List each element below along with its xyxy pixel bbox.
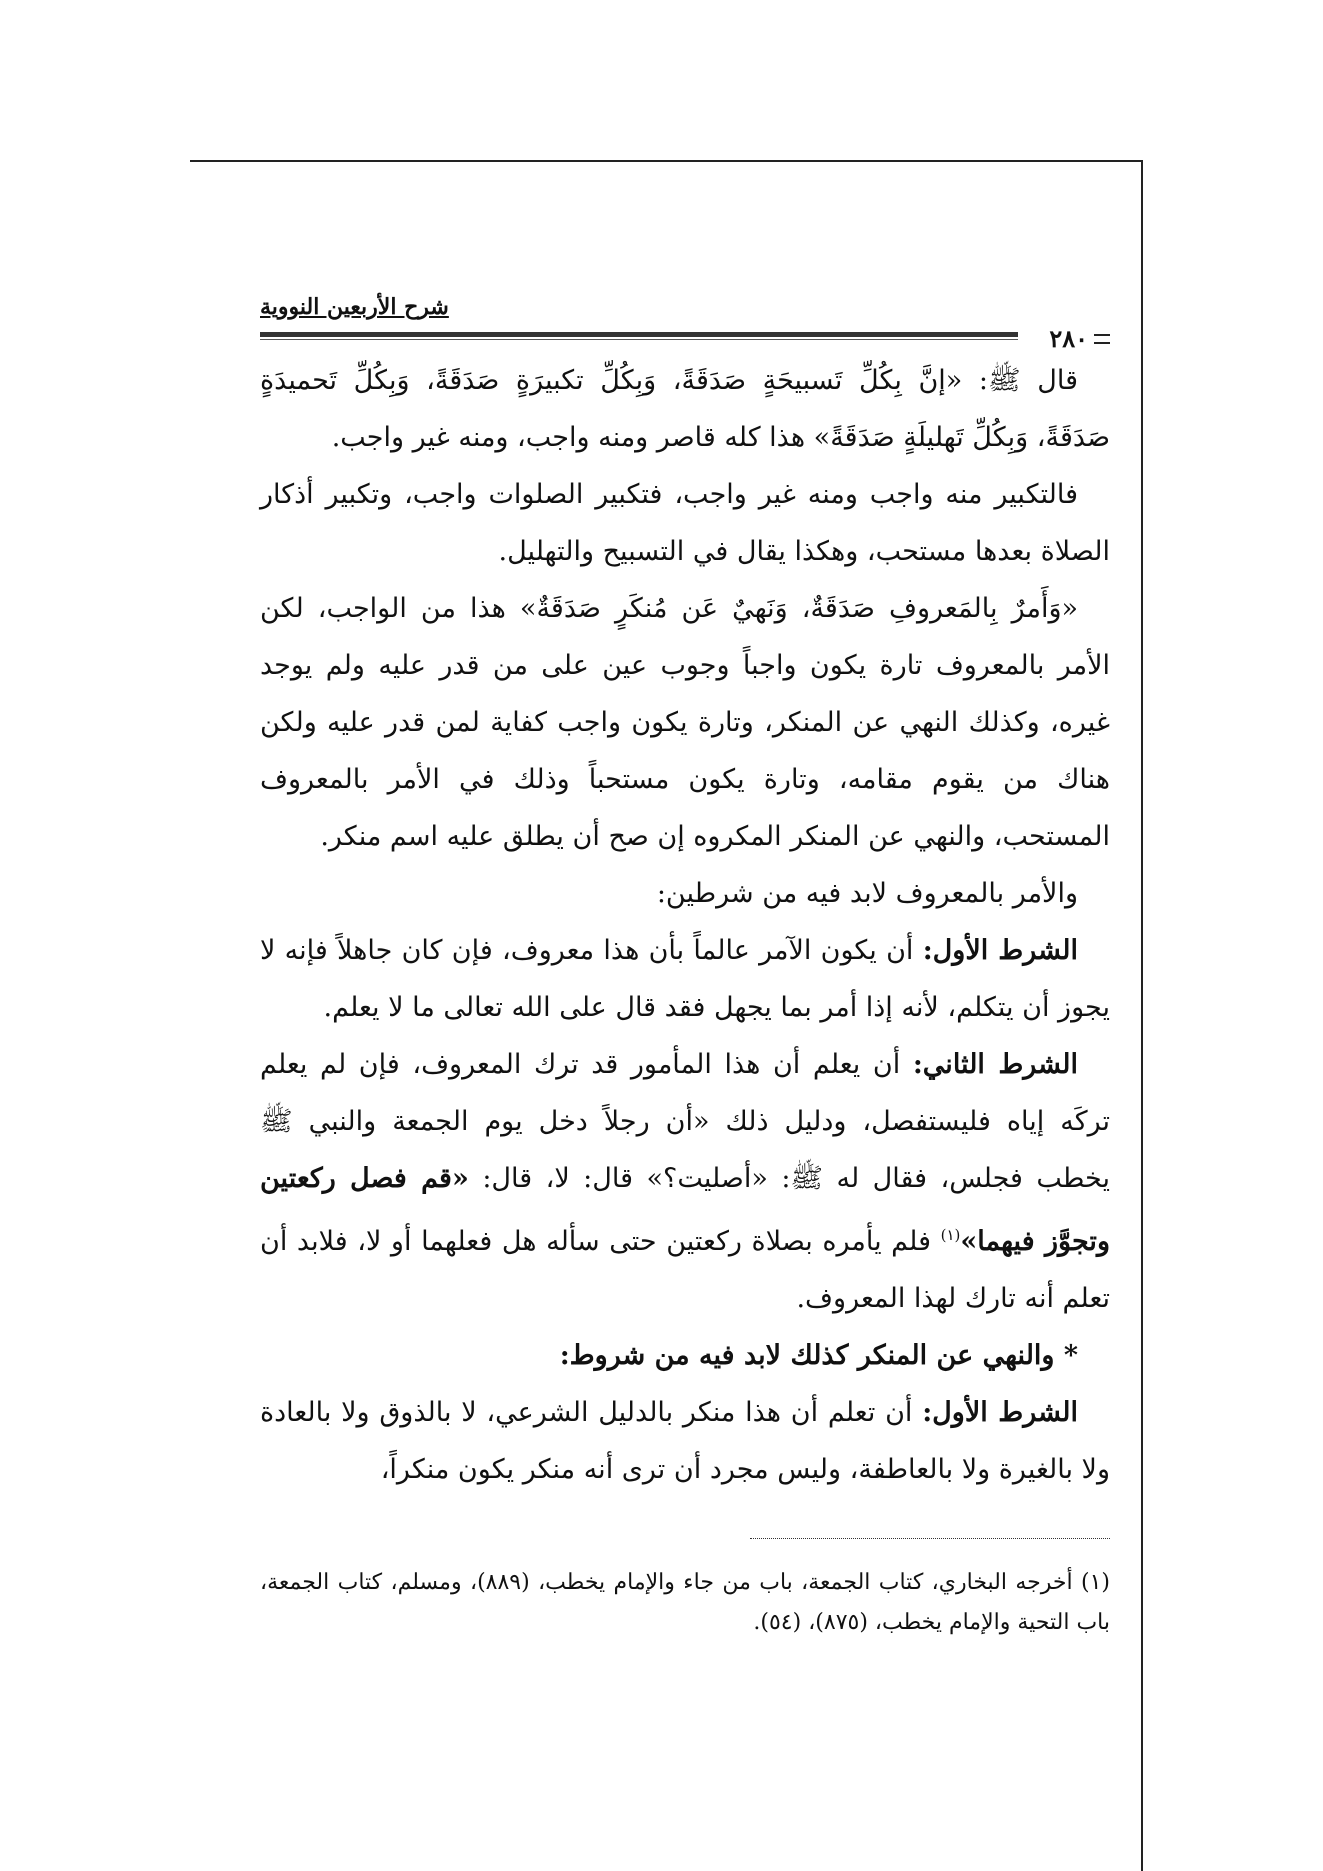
body-text — [260, 352, 1110, 1498]
page-content — [260, 290, 1110, 1643]
paragraph: والأمر بالمعروف لابد فيه من شرطين: — [656, 878, 1078, 909]
section-subheading: * والنهي عن المنكر كذلك لابد فيه من شروط: — [559, 1340, 1078, 1371]
header-rule — [260, 332, 1018, 337]
footnote-rule — [750, 1538, 1110, 1539]
condition-text: أن يكون الآمر عالماً بأن هذا معروف، فإن كان جاهلاً فإنه لا يجوز أن يتكلم، لأنه إذا أمر بما يجهل فقد قال على الله تعالى ما لا يعلم. — [260, 935, 1110, 1023]
condition-label: الشرط الأول: — [922, 935, 1078, 966]
condition-text: أن يعلم أن هذا المأمور قد ترك المعروف، فإن لم يعلم تركَه إياه فليستفصل، ودليل ذلك «أن رجلاً دخل يوم الجمعة والنبي ﷺ يخطب فجلس، فقال له ﷺ: «أصليت؟» قال: لا، قال: — [260, 1049, 1111, 1194]
condition-paragraph — [260, 1384, 1110, 1498]
hadith-quote: «قم فصل ركعتين وتجوَّز فيهما» — [260, 1163, 1110, 1257]
header-rule-thin — [260, 339, 1018, 340]
page-right-rule — [1141, 160, 1143, 1871]
condition-paragraph — [260, 1036, 1110, 1327]
condition-text: أن تعلم أن هذا منكر بالدليل الشرعي، لا بالذوق ولا بالعادة ولا بالغيرة ولا بالعاطفة، وليس مجرد أن ترى أنه منكر يكون منكراً، — [260, 1397, 1110, 1485]
header-bar — [260, 326, 1110, 352]
footnote-ref: (١) — [940, 1226, 961, 1244]
running-title: شرح الأربعين النووية — [260, 294, 449, 320]
paragraph: «وَأَمرٌ بِالمَعروفِ صَدَقَةٌ، وَنَهيٌ عَن مُنكَرٍ صَدَقَةٌ» هذا من الواجب، لكن الأمر بالمعروف تارة يكون واجباً وجوب عين على من قدر عليه ولم يوجد غيره، وكذلك النهي عن المنكر، وتارة يكون واجب كفاية لمن قدر عليه ولكن هناك من يقوم مقامه، وتارة يكون مستحباً وذلك في الأمر بالمعروف المستحب، والنهي عن المنكر المكروه إن صح أن يطلق عليه اسم منكر. — [260, 593, 1110, 852]
paragraph: قال ﷺ: «إنَّ بِكُلِّ تَسبيحَةٍ صَدَقَةً، وَبِكُلِّ تكبيرَةٍ صَدَقَةً، وَبِكُلِّ تَحميدَةٍ صَدَقَةً، وَبِكُلِّ تَهليلَةٍ صَدَقَةً» هذا كله قاصر ومنه واجب، ومنه غير واجب. — [260, 365, 1110, 453]
condition-paragraph — [260, 922, 1110, 1036]
footnote: (١) أخرجه البخاري، كتاب الجمعة، باب من جاء والإمام يخطب، (٨٨٩)، ومسلم، كتاب الجمعة، باب التحية والإمام يخطب، (٨٧٥)، (٥٤). — [260, 1570, 1110, 1635]
ornament-icon — [1094, 334, 1110, 344]
footnotes — [260, 1563, 1110, 1643]
condition-label: الشرط الأول: — [922, 1397, 1078, 1428]
page-top-rule — [190, 160, 1143, 162]
condition-text: فلم يأمره بصلاة ركعتين حتى سأله هل فعلهما أو لا، فلابد أن تعلم أنه تارك لهذا المعروف. — [260, 1226, 1110, 1314]
page-number: ٢٨٠ — [1049, 324, 1088, 353]
paragraph: فالتكبير منه واجب ومنه غير واجب، فتكبير الصلوات واجب، وتكبير أذكار الصلاة بعدها مستحب، وهكذا يقال في التسبيح والتهليل. — [260, 479, 1110, 567]
condition-label: الشرط الثاني: — [912, 1049, 1078, 1080]
